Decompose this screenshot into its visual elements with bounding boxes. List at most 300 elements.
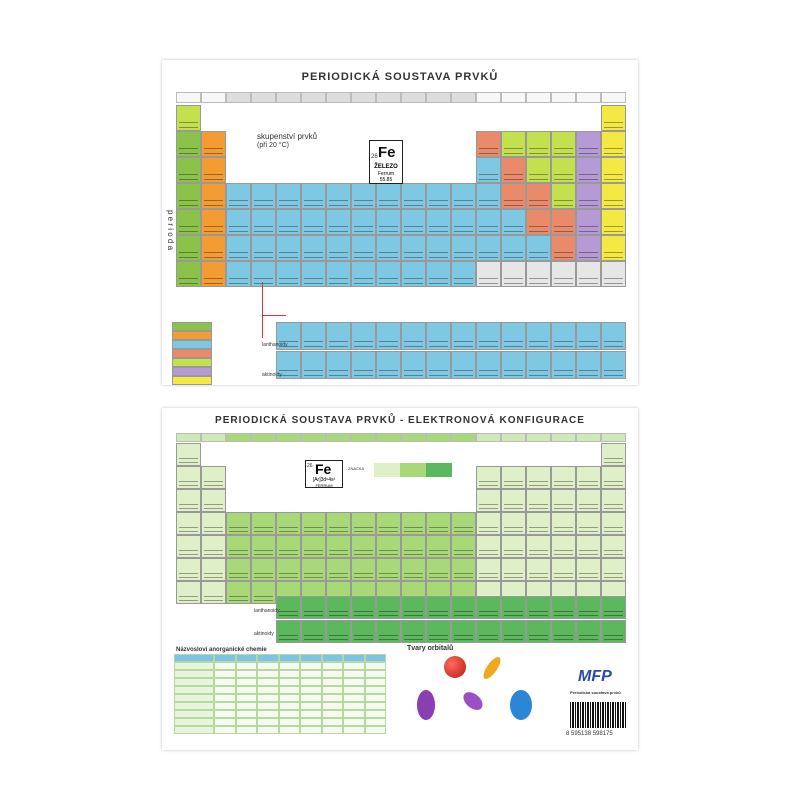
- element-detail-lines: [479, 252, 498, 258]
- element-cell: [451, 351, 476, 379]
- element-detail-lines: [329, 370, 348, 376]
- element-detail-lines: [354, 252, 373, 258]
- nomen-cell: [236, 662, 258, 670]
- element-cell: [526, 512, 551, 535]
- group-number: [251, 92, 276, 103]
- element-cell: [601, 209, 626, 235]
- element-cell: [201, 581, 226, 604]
- element-cell: [401, 558, 426, 581]
- element-cell: [426, 512, 451, 535]
- element-cell: [276, 535, 301, 558]
- element-detail-lines: [354, 341, 373, 347]
- element-detail-lines: [354, 200, 373, 206]
- element-cell: [501, 261, 526, 287]
- element-config-lines: [479, 504, 498, 509]
- nomen-cell: [174, 662, 214, 670]
- element-detail-lines: [529, 252, 548, 258]
- element-config-lines: [554, 504, 573, 509]
- element-cell: [176, 157, 201, 183]
- element-cell: [451, 596, 476, 619]
- element-detail-lines: [354, 278, 373, 284]
- element-cell: [326, 322, 351, 350]
- nomen-cell: [300, 662, 322, 670]
- element-config-lines: [554, 611, 573, 616]
- element-detail-lines: [304, 370, 323, 376]
- element-cell: [326, 620, 351, 643]
- element-cell: [401, 235, 426, 261]
- element-cell: [176, 261, 201, 287]
- nomen-cell: [236, 726, 258, 734]
- element-config-lines: [479, 635, 498, 640]
- element-config-lines: [179, 550, 198, 555]
- element-detail-lines: [504, 148, 523, 154]
- element-cell: [551, 183, 576, 209]
- element-detail-lines: [579, 200, 598, 206]
- element-cell: [601, 105, 626, 131]
- element-cell: [551, 466, 576, 489]
- element-cell: [576, 261, 601, 287]
- nomen-cell: [343, 654, 365, 662]
- orbital-p: [480, 654, 503, 681]
- element-cell: [601, 157, 626, 183]
- element-cell: [201, 209, 226, 235]
- element-config-lines: [204, 504, 223, 509]
- element-detail-lines: [504, 341, 523, 347]
- config-key-box: [305, 460, 343, 488]
- nomen-cell: [300, 678, 322, 686]
- element-cell: [501, 157, 526, 183]
- element-config-lines: [454, 635, 473, 640]
- element-cell: [401, 322, 426, 350]
- nomen-cell: [365, 694, 387, 702]
- element-cell: [226, 183, 251, 209]
- element-cell: [501, 209, 526, 235]
- element-detail-lines: [304, 278, 323, 284]
- nomen-cell: [322, 710, 344, 718]
- barcode: [570, 702, 626, 728]
- element-cell: [451, 620, 476, 643]
- nomen-cell: [174, 710, 214, 718]
- nomen-cell: [300, 694, 322, 702]
- key-symbol: Fe: [378, 144, 396, 161]
- element-cell: [476, 620, 501, 643]
- element-config-lines: [229, 573, 248, 578]
- element-cell: [201, 535, 226, 558]
- nomen-cell: [257, 678, 279, 686]
- element-cell: [176, 581, 201, 604]
- element-cell: [276, 183, 301, 209]
- element-cell: [551, 620, 576, 643]
- element-detail-lines: [304, 226, 323, 232]
- element-detail-lines: [604, 226, 623, 232]
- element-detail-lines: [254, 252, 273, 258]
- element-config-lines: [504, 550, 523, 555]
- element-detail-lines: [579, 341, 598, 347]
- legend-item: [172, 340, 212, 349]
- nomen-cell: [214, 662, 236, 670]
- legend-item: [172, 367, 212, 376]
- element-cell: [601, 558, 626, 581]
- element-config-lines: [304, 550, 323, 555]
- element-detail-lines: [229, 278, 248, 284]
- element-config-lines: [254, 527, 273, 532]
- nomen-cell: [322, 686, 344, 694]
- nomen-cell: [343, 718, 365, 726]
- fill-legend: [374, 463, 464, 497]
- nomen-row: [174, 670, 386, 678]
- element-cell: [601, 443, 626, 466]
- element-config-lines: [179, 504, 198, 509]
- element-config-lines: [529, 481, 548, 486]
- element-config-lines: [429, 550, 448, 555]
- group-number: [526, 92, 551, 103]
- element-detail-lines: [429, 278, 448, 284]
- element-config-lines: [204, 550, 223, 555]
- nomen-cell: [214, 686, 236, 694]
- element-config-lines: [479, 550, 498, 555]
- nomen-cell: [322, 718, 344, 726]
- element-cell: [276, 512, 301, 535]
- element-detail-lines: [479, 200, 498, 206]
- element-cell: [401, 261, 426, 287]
- element-key-box: [369, 140, 403, 184]
- lanthanoid-label: lanthanoidy: [262, 342, 288, 348]
- element-config-lines: [529, 635, 548, 640]
- element-config-lines: [354, 635, 373, 640]
- nomen-cell: [257, 694, 279, 702]
- orbitals-title: Tvary orbitalů: [407, 645, 454, 652]
- element-detail-lines: [554, 278, 573, 284]
- nomen-cell: [343, 694, 365, 702]
- element-config-lines: [554, 635, 573, 640]
- nomen-cell: [174, 670, 214, 678]
- element-config-lines: [304, 573, 323, 578]
- element-config-lines: [304, 611, 323, 616]
- nomen-cell: [257, 710, 279, 718]
- element-detail-lines: [604, 341, 623, 347]
- element-config-lines: [429, 573, 448, 578]
- element-detail-lines: [429, 341, 448, 347]
- element-cell: [576, 466, 601, 489]
- element-cell: [501, 512, 526, 535]
- element-config-lines: [579, 550, 598, 555]
- sheet-periodic-table: [162, 60, 638, 385]
- nomen-cell: [214, 710, 236, 718]
- element-config-lines: [604, 611, 623, 616]
- element-cell: [351, 620, 376, 643]
- nomen-cell: [257, 654, 279, 662]
- orbital-d1: [417, 690, 435, 720]
- element-config-lines: [529, 573, 548, 578]
- element-detail-lines: [479, 370, 498, 376]
- group-number: [576, 433, 601, 442]
- group-number: [601, 433, 626, 442]
- element-cell: [176, 131, 201, 157]
- element-cell: [376, 209, 401, 235]
- legend-item: [172, 331, 212, 340]
- element-detail-lines: [379, 200, 398, 206]
- brand-subtitle: Periodická soustava prvků: [570, 690, 621, 695]
- element-cell: [376, 351, 401, 379]
- group-number: [551, 433, 576, 442]
- element-cell: [376, 620, 401, 643]
- element-cell: [451, 558, 476, 581]
- key-latin-name: Ferrum: [377, 171, 395, 177]
- element-detail-lines: [579, 252, 598, 258]
- nomen-cell: [365, 702, 387, 710]
- group-number: [451, 433, 476, 442]
- nomen-cell: [236, 694, 258, 702]
- element-cell: [351, 261, 376, 287]
- element-cell: [501, 131, 526, 157]
- element-detail-lines: [504, 174, 523, 180]
- element-cell: [376, 512, 401, 535]
- element-config-lines: [529, 611, 548, 616]
- nomen-cell: [279, 718, 301, 726]
- element-cell: [376, 535, 401, 558]
- element-cell: [601, 596, 626, 619]
- element-cell: [351, 235, 376, 261]
- element-cell: [401, 596, 426, 619]
- element-cell: [326, 235, 351, 261]
- element-config-lines: [604, 458, 623, 463]
- element-cell: [226, 261, 251, 287]
- element-cell: [551, 209, 576, 235]
- period-word: p e r i o d a: [166, 210, 175, 251]
- nomen-cell: [236, 702, 258, 710]
- nomen-cell: [236, 710, 258, 718]
- element-config-lines: [604, 504, 623, 509]
- nomen-row: [174, 662, 386, 670]
- element-cell: [226, 512, 251, 535]
- element-detail-lines: [554, 148, 573, 154]
- element-cell: [176, 105, 201, 131]
- element-cell: [601, 351, 626, 379]
- element-detail-lines: [454, 226, 473, 232]
- s2-lanthanoid-label: lanthanoidy: [254, 608, 280, 614]
- element-config-lines: [279, 573, 298, 578]
- element-config-lines: [504, 611, 523, 616]
- element-cell: [176, 466, 201, 489]
- element-detail-lines: [604, 122, 623, 128]
- element-config-lines: [604, 550, 623, 555]
- element-config-lines: [604, 527, 623, 532]
- element-cell: [176, 558, 201, 581]
- element-cell: [501, 596, 526, 619]
- element-cell: [501, 351, 526, 379]
- element-config-lines: [329, 550, 348, 555]
- element-config-lines: [479, 573, 498, 578]
- element-cell: [551, 351, 576, 379]
- legend-item: [172, 358, 212, 367]
- element-config-lines: [329, 527, 348, 532]
- state-row: [257, 172, 337, 181]
- element-config-lines: [554, 527, 573, 532]
- element-detail-lines: [329, 226, 348, 232]
- category-legend: [172, 322, 212, 385]
- state-row: [257, 154, 337, 163]
- element-detail-lines: [529, 341, 548, 347]
- element-cell: [476, 596, 501, 619]
- config-key-config: [Ar]3d⁶4s²: [312, 477, 336, 483]
- state-heading: skupenství prvků: [257, 132, 318, 141]
- element-cell: [451, 235, 476, 261]
- element-config-lines: [204, 527, 223, 532]
- nomen-cell: [322, 694, 344, 702]
- element-cell: [201, 466, 226, 489]
- element-detail-lines: [604, 174, 623, 180]
- element-cell: [526, 351, 551, 379]
- element-detail-lines: [304, 341, 323, 347]
- nomen-cell: [365, 678, 387, 686]
- element-config-lines: [279, 527, 298, 532]
- element-cell: [326, 512, 351, 535]
- element-detail-lines: [604, 278, 623, 284]
- element-cell: [176, 443, 201, 466]
- nomen-cell: [322, 726, 344, 734]
- nomen-cell: [279, 654, 301, 662]
- element-cell: [301, 322, 326, 350]
- element-config-lines: [579, 611, 598, 616]
- element-config-lines: [404, 611, 423, 616]
- state-rows: [257, 154, 337, 181]
- element-cell: [476, 489, 501, 512]
- element-cell: [301, 558, 326, 581]
- element-detail-lines: [504, 278, 523, 284]
- element-cell: [601, 489, 626, 512]
- element-detail-lines: [304, 252, 323, 258]
- element-detail-lines: [204, 200, 223, 206]
- fill-swatch: [374, 463, 400, 477]
- element-cell: [226, 558, 251, 581]
- legend-item: [172, 349, 212, 358]
- nomen-cell: [257, 726, 279, 734]
- element-cell: [526, 466, 551, 489]
- element-detail-lines: [479, 148, 498, 154]
- nomen-cell: [236, 686, 258, 694]
- element-cell: [501, 620, 526, 643]
- element-detail-lines: [504, 370, 523, 376]
- nomen-cell: [214, 726, 236, 734]
- element-cell: [251, 558, 276, 581]
- element-detail-lines: [204, 174, 223, 180]
- element-config-lines: [404, 527, 423, 532]
- element-config-lines: [479, 611, 498, 616]
- element-cell: [301, 209, 326, 235]
- element-cell: [226, 581, 251, 604]
- element-detail-lines: [279, 200, 298, 206]
- element-cell: [551, 596, 576, 619]
- element-config-lines: [329, 611, 348, 616]
- element-detail-lines: [504, 200, 523, 206]
- element-detail-lines: [454, 370, 473, 376]
- group-number: [501, 92, 526, 103]
- element-cell: [501, 466, 526, 489]
- element-cell: [551, 235, 576, 261]
- element-cell: [576, 512, 601, 535]
- element-cell: [501, 183, 526, 209]
- element-cell: [551, 157, 576, 183]
- nomen-cell: [343, 686, 365, 694]
- element-detail-lines: [254, 200, 273, 206]
- group-number: [176, 92, 201, 103]
- element-cell: [301, 235, 326, 261]
- element-cell: [176, 512, 201, 535]
- nomen-cell: [214, 678, 236, 686]
- group-number: [226, 433, 251, 442]
- element-cell: [501, 235, 526, 261]
- element-config-lines: [454, 573, 473, 578]
- element-cell: [326, 558, 351, 581]
- element-config-lines: [254, 573, 273, 578]
- key-number: 26: [371, 154, 378, 160]
- sheet1-title: PERIODICKÁ SOUSTAVA PRVKŮ: [301, 71, 499, 83]
- element-detail-lines: [329, 252, 348, 258]
- element-detail-lines: [604, 148, 623, 154]
- actinoid-label: aktinoidy: [262, 372, 282, 378]
- element-detail-lines: [454, 200, 473, 206]
- element-config-lines: [179, 527, 198, 532]
- group-number: [376, 433, 401, 442]
- nomen-cell: [343, 726, 365, 734]
- element-cell: [351, 322, 376, 350]
- element-cell: [301, 261, 326, 287]
- element-cell: [276, 209, 301, 235]
- legend-item: [172, 376, 212, 385]
- group-number: [201, 433, 226, 442]
- nomen-cell: [343, 670, 365, 678]
- nomen-row: [174, 702, 386, 710]
- element-cell: [376, 183, 401, 209]
- element-detail-lines: [379, 370, 398, 376]
- element-cell: [526, 131, 551, 157]
- nomen-cell: [214, 654, 236, 662]
- element-config-lines: [379, 635, 398, 640]
- element-cell: [526, 620, 551, 643]
- element-cell: [501, 535, 526, 558]
- element-config-lines: [529, 527, 548, 532]
- element-detail-lines: [529, 370, 548, 376]
- orbital-d2: [460, 689, 486, 714]
- element-cell: [576, 157, 601, 183]
- element-cell: [276, 620, 301, 643]
- group-number: [301, 92, 326, 103]
- element-cell: [526, 261, 551, 287]
- element-detail-lines: [179, 278, 198, 284]
- element-config-lines: [304, 527, 323, 532]
- element-detail-lines: [429, 370, 448, 376]
- element-cell: [601, 535, 626, 558]
- nomen-cell: [300, 710, 322, 718]
- group-number: [576, 92, 601, 103]
- element-cell: [476, 131, 501, 157]
- element-cell: [201, 157, 226, 183]
- group-number: [326, 92, 351, 103]
- element-detail-lines: [204, 278, 223, 284]
- element-cell: [226, 209, 251, 235]
- nomen-cell: [257, 718, 279, 726]
- element-cell: [401, 351, 426, 379]
- element-cell: [426, 235, 451, 261]
- element-config-lines: [454, 527, 473, 532]
- nomen-cell: [300, 718, 322, 726]
- nomen-cell: [279, 710, 301, 718]
- element-config-lines: [229, 550, 248, 555]
- element-cell: [376, 235, 401, 261]
- nomen-cell: [322, 654, 344, 662]
- element-config-lines: [479, 527, 498, 532]
- element-config-lines: [554, 573, 573, 578]
